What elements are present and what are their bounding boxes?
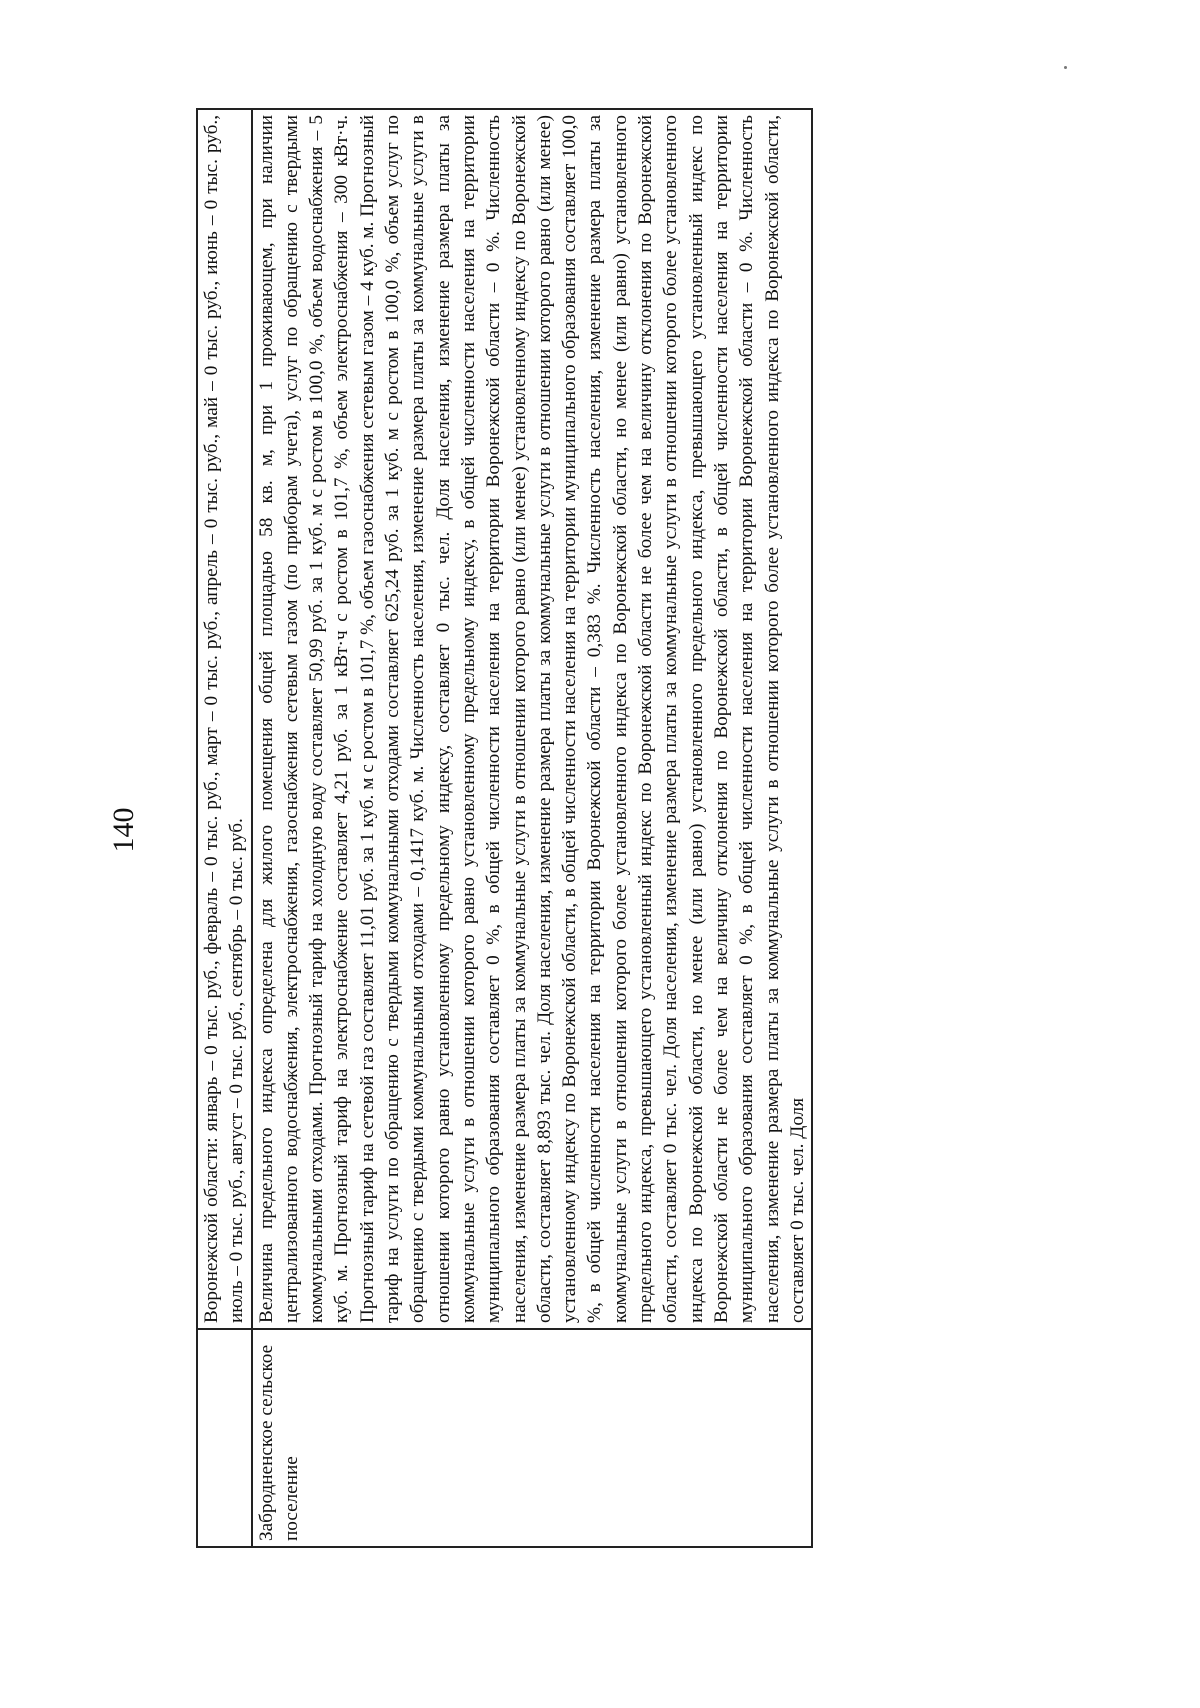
table-row [197, 109, 252, 1547]
page-number: 140 [107, 807, 140, 853]
rotated-page [94, 100, 1094, 1560]
table-row [252, 109, 813, 1547]
settlement-name-cell [197, 1329, 252, 1547]
settlement-name-cell: Забродненское сельское поселение [252, 1329, 813, 1547]
description-cell: Величина предельного индекса определена для жилого помещения общей площадью 58 кв. м, при 1 проживающем, при наличии централизованного водоснабжения, электроснабжения, газоснабжения сетевым газом (по приборам учета), услуг по обращению с твердыми коммунальными отходами. Прогнозный тариф на холодную воду составляет 50,99 руб. за 1 куб. м с ростом в 100,0 %, объем водоснабжения – 5 куб. м. Прогнозный тариф на электроснабжение составляет 4,21 руб. за 1 кВт·ч с ростом в 101,7 %, объем электроснабжения – 300 кВт·ч. Прогнозный тариф на сетевой газ составляет 11,01 руб. за 1 куб. м с ростом в 101,7 %, объем газоснабжения сетевым газом – 4 куб. м. Прогнозный тариф на услуги по обращению с твердыми коммунальными отходами составляет 625,24 руб. за 1 куб. м с ростом в 100,0 %, объем услуг по обращению с твердыми коммунальными отходами – 0,1417 куб. м. Численность населения, изменение размера платы за коммунальные услуги в отношении которого равно установленному предельному индексу, составляет 0 тыс. чел. Доля населения, изменение размера платы за коммунальные услуги в отношении которого равно установленному предельному индексу, в общей численности населения на территории муниципального образования составляет 0 %, в общей численности населения на территории Воронежской области – 0 %. Численность населения, изменение размера платы за коммунальные услуги в отношении которого равно (или менее) установленному индексу по Воронежской области, составляет 8,893 тыс. чел. Доля населения, изменение размера платы за коммунальные услуги в отношении которого равно (или менее) установленному индексу по Воронежской области, в общей численности населения на территории муниципального образования составляет 100,0 %, в общей численности населения на территории Воронежской области – 0,383 %. Численность населения, изменение размера платы за коммунальные услуги в отношении которого более установленного индекса по Воронежской области, но менее (или равно) установленного предельного индекса, превышающего установленный индекс по Воронежской области не более чем на величину отклонения по Воронежской области, составляет 0 тыс. чел. Доля населения, изменение размера платы за коммунальные услуги в отношении которого более установленного индекса по Воронежской области, но менее (или равно) установленного предельного индекса, превышающего установленный индекс по Воронежской области не более чем на величину отклонения по Воронежской области, в общей численности населения на территории муниципального образования составляет 0 %, в общей численности населения на территории Воронежской области – 0 %. Численность населения, изменение размера платы за коммунальные услуги в отношении которого более установленного индекса по Воронежской области, составляет 0 тыс. чел. Доля [252, 109, 813, 1329]
scan-speck [1064, 66, 1067, 69]
description-cell: Воронежской области: январь – 0 тыс. руб., февраль – 0 тыс. руб., март – 0 тыс. руб., апрель – 0 тыс. руб., май – 0 тыс. руб., июнь – 0 тыс. руб., июль – 0 тыс. руб., август – 0 тыс. руб., сентябрь – 0 тыс. руб. [197, 109, 252, 1329]
data-table [196, 108, 813, 1548]
